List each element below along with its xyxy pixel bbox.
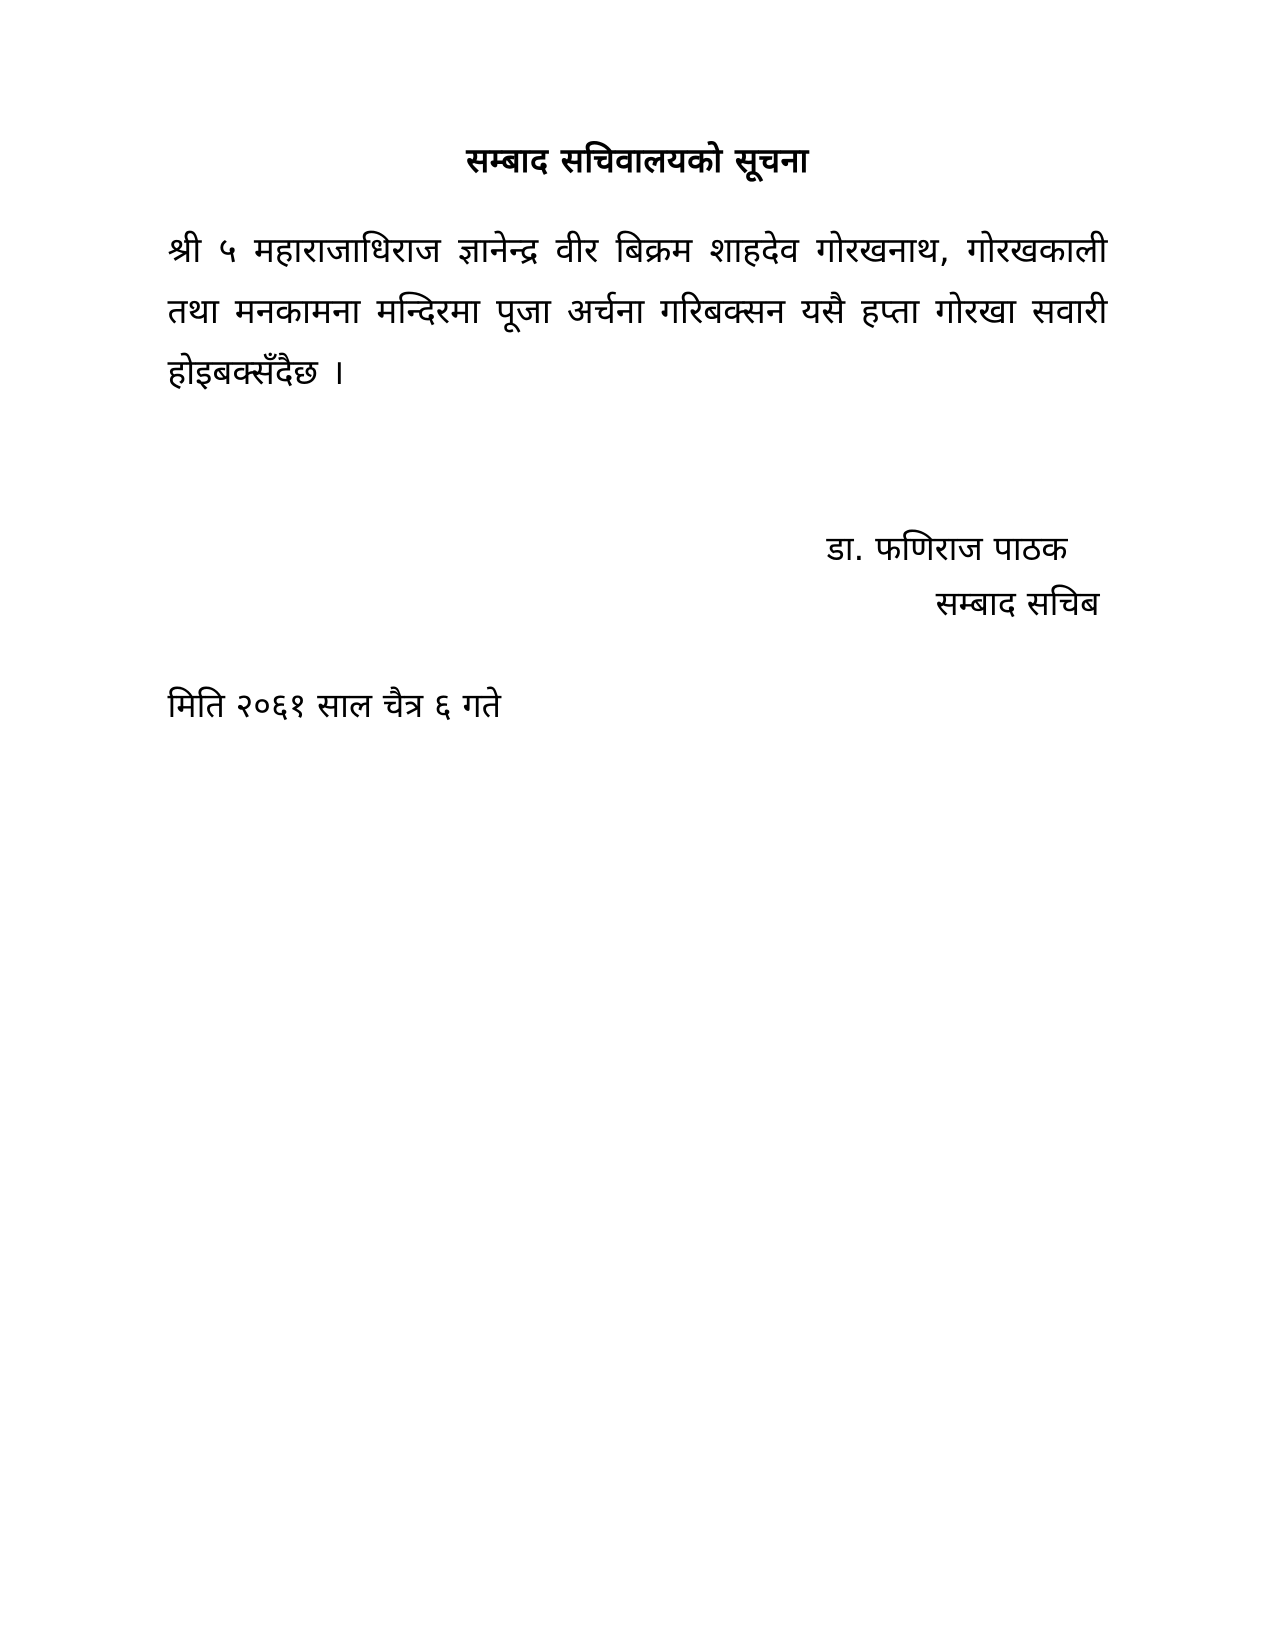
signatory-role: सम्बाद सचिब	[935, 583, 1100, 624]
page-title: सम्बाद सचिवालयको सूचना	[466, 141, 809, 181]
body-section	[168, 183, 1108, 405]
body-paragraph: श्री ५ महाराजाधिराज ज्ञानेन्द्र वीर बिक्रम शाहदेव गोरखनाथ, गोरखकाली तथा मनकामना मन्दिरमा पूजा अर्चना गरिबक्सन यसै हप्ता गोरखा सवारी होइबक्सँदैछ ।	[167, 230, 1108, 393]
document-date: मिति २०६१ साल चैत्र ६ गते	[167, 686, 501, 727]
signatory-name: डा. फणिराज पाठक	[826, 529, 1068, 570]
date-block	[168, 631, 1108, 732]
signature-block	[168, 404, 1108, 631]
